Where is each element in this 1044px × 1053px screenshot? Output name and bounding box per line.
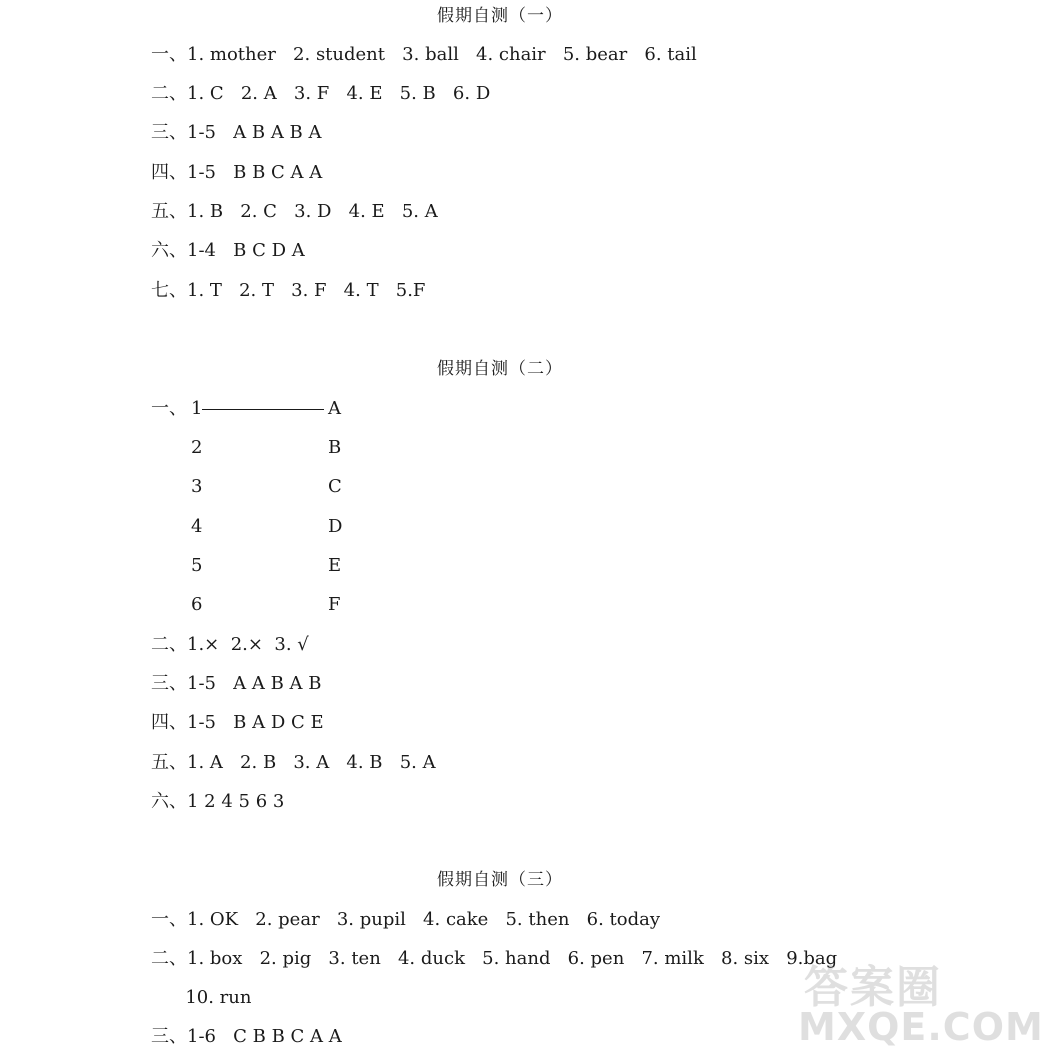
- answer-line-3-2: 二、1. box 2. pig 3. ten 4. duck 5. hand 6. pen 7. milk 8. six 9.bag: [151, 948, 838, 969]
- match-letter-d: D: [328, 516, 343, 537]
- answer-line-1-1: 一、1. mother 2. student 3. ball 4. chair 5. bear 6. tail: [151, 44, 697, 65]
- match-connector-line: [202, 409, 324, 410]
- match-number-1: 1: [191, 398, 203, 419]
- answer-line-1-2: 二、1. C 2. A 3. F 4. E 5. B 6. D: [151, 83, 491, 104]
- match-number-4: 4: [191, 516, 203, 537]
- match-number-2: 2: [191, 437, 203, 458]
- match-number-3: 3: [191, 476, 203, 497]
- match-letter-f: F: [328, 594, 341, 615]
- match-prefix: 一、: [151, 398, 187, 419]
- answer-line-1-7: 七、1. T 2. T 3. F 4. T 5.F: [151, 280, 426, 301]
- site-watermark: [794, 951, 1044, 1051]
- answer-line-1-6: 六、1-4 B C D A: [151, 240, 305, 261]
- answer-line-1-5: 五、1. B 2. C 3. D 4. E 5. A: [151, 201, 438, 222]
- answer-line-2-5: 六、1 2 4 5 6 3: [151, 791, 285, 812]
- answer-line-2-2: 三、1-5 A A B A B: [151, 673, 322, 694]
- section-title-1: 假期自测（一）: [437, 6, 563, 26]
- answer-line-2-1: 二、1.× 2.× 3. √: [151, 634, 309, 655]
- answer-line-3-4: 三、1-6 C B B C A A: [151, 1026, 342, 1047]
- match-letter-c: C: [328, 476, 342, 497]
- match-letter-e: E: [328, 555, 342, 576]
- match-letter-b: B: [328, 437, 342, 458]
- match-number-6: 6: [191, 594, 203, 615]
- match-number-5: 5: [191, 555, 203, 576]
- watermark-domain-text: MXQE.COM: [798, 1005, 1044, 1049]
- answer-line-1-3: 三、1-5 A B A B A: [151, 122, 322, 143]
- answer-line-1-4: 四、1-5 B B C A A: [151, 162, 323, 183]
- section-title-2: 假期自测（二）: [437, 359, 563, 379]
- match-letter-a: A: [328, 398, 341, 419]
- watermark-logo-text: 答案圈: [804, 962, 942, 1013]
- answer-line-3-1: 一、1. OK 2. pear 3. pupil 4. cake 5. then 6. today: [151, 909, 661, 930]
- section-title-3: 假期自测（三）: [437, 870, 563, 890]
- answer-line-2-4: 五、1. A 2. B 3. A 4. B 5. A: [151, 752, 436, 773]
- answer-line-3-3: 10. run: [151, 987, 252, 1008]
- answer-line-2-3: 四、1-5 B A D C E: [151, 712, 324, 733]
